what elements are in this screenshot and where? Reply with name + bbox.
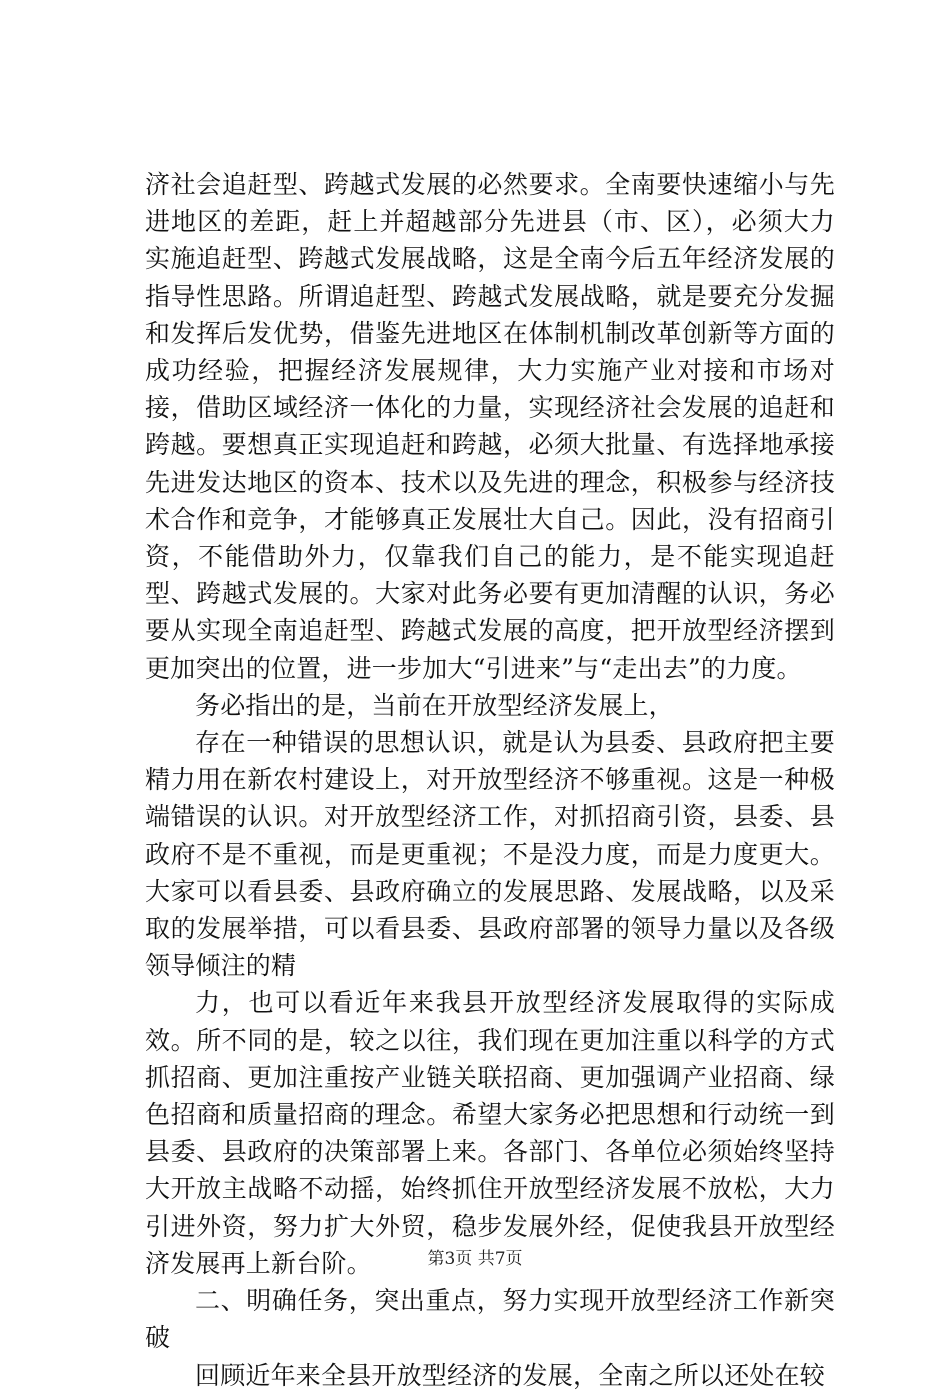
paragraph-1: 济社会追赶型、跨越式发展的必然要求。全南要快速缩小与先进地区的差距，赶上并超越部分先进县（市、区），必须大力实施追赶型、跨越式发展战略，这是全南今后五年经济发展的指导性思路。所谓追赶型、跨越式发展战略，就是要充分发掘和发挥后发优势，借鉴先进地区在体制机制改革创新等方面的成功经验，把握经济发展规律，大力实施产业对接和市场对接，借助区域经济一体化的力量，实现经济社会发展的追赶和跨越。要想真正实现追赶和跨越，必须大批量、有选择地承接先进发达地区的资本、技术以及先进的理念，积极参与经济技术合作和竞争，才能够真正发展壮大自己。因此，没有招商引资，不能借助外力，仅靠我们自己的能力，是不能实现追赶型、跨越式发展的。大家对此务必要有更加清醒的认识，务必要从实现全南追赶型、跨越式发展的高度，把开放型经济摆到更加突出的位置，进一步加大“引进来”与“走出去”的力度。 xyxy=(145,170,835,683)
section-heading-2: 二、明确任务，突出重点，努力实现开放型经济工作新突破 xyxy=(145,1286,835,1353)
page-number-footer: 第3页 共7页 xyxy=(427,1249,523,1269)
document-body xyxy=(145,166,835,1394)
paragraph-4: 力，也可以看近年来我县开放型经济发展取得的实际成效。所不同的是，较之以往，我们现在更加注重以科学的方式抓招商、更加注重按产业链关联招商、更加强调产业招商、绿色招商和质量招商的理念。希望大家务必把思想和行动统一到县委、县政府的决策部署上来。各部门、各单位必须始终坚持大开放主战略不动摇，始终抓住开放型经济发展不放松，大力引进外资，努力扩大外贸，稳步发展外经，促使我县开放型经济发展再上新台阶。 xyxy=(145,988,835,1278)
paragraph-5: 回顾近年来全县开放型经济的发展，全南之所以还处在较 xyxy=(195,1360,826,1390)
paragraph-3: 存在一种错误的思想认识，就是认为县委、县政府把主要精力用在新农村建设上，对开放型经济不够重视。这是一种极端错误的认识。对开放型经济工作，对抓招商引资，县委、县政府不是不重视，而是更重视；不是没力度，而是力度更大。大家可以看县委、县政府确立的发展思路、发展战略，以及采取的发展举措，可以看县委、县政府部署的领导力量以及各级领导倾注的精 xyxy=(145,728,835,981)
paragraph-2: 务必指出的是，当前在开放型经济发展上， xyxy=(195,690,674,720)
